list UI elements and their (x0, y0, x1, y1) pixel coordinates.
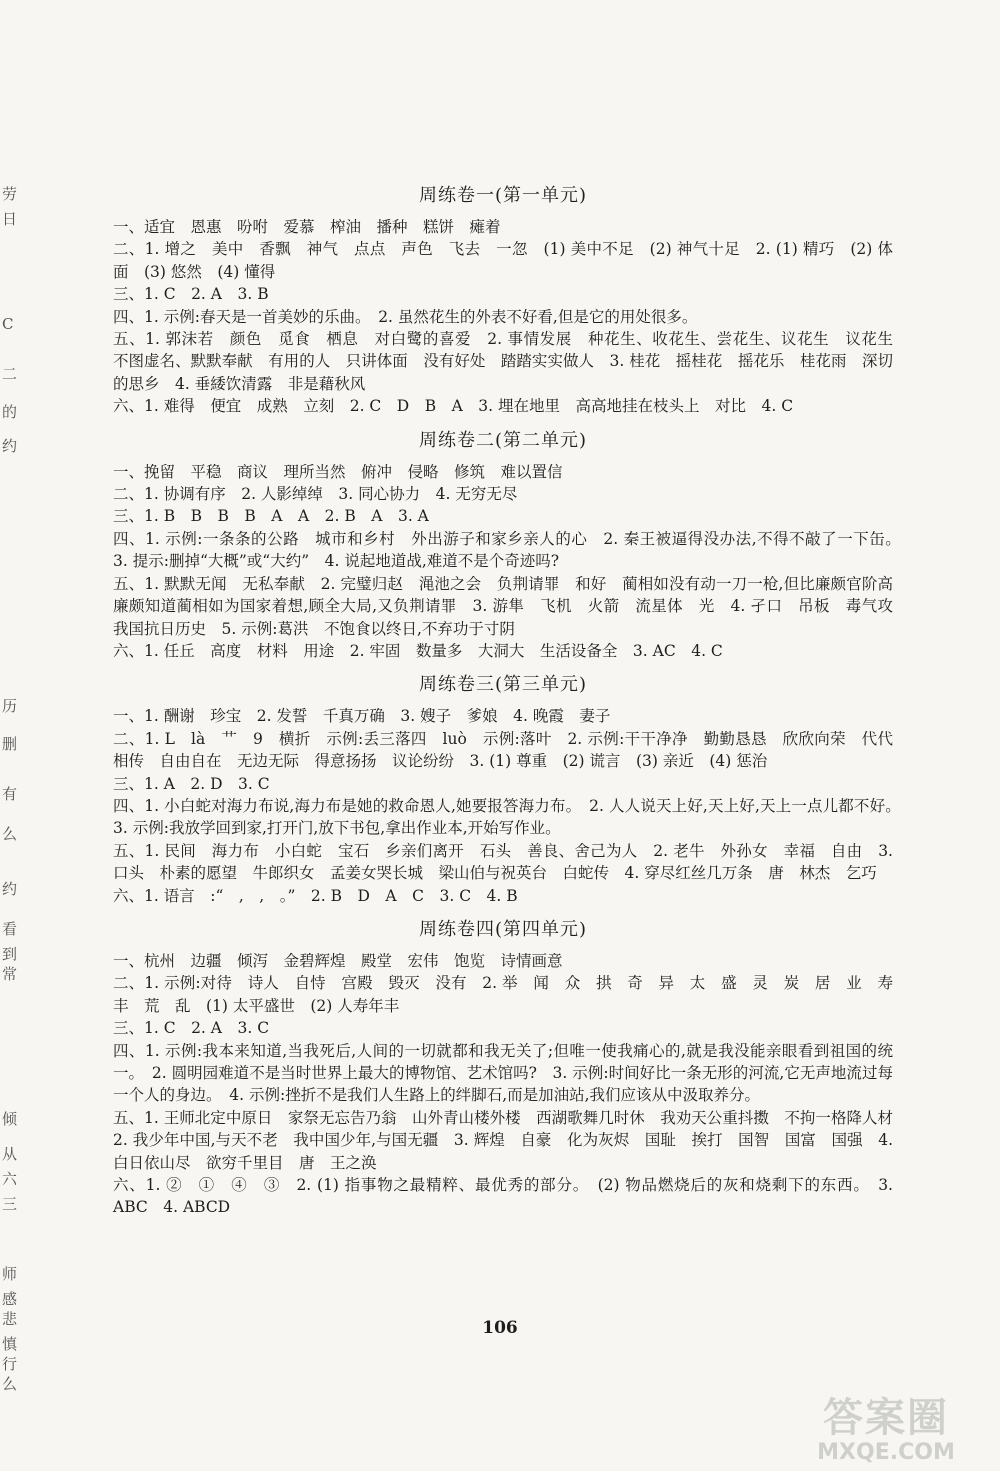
answer-item: 六、1. 任丘 高度 材料 用途 2. 牢固 数量多 大洞大 生活设备全 3. AC 4. C (113, 641, 723, 660)
answer-item: 一、1. 酬谢 珍宝 2. 发誓 千真万确 3. 嫂子 爹娘 4. 晚霞 妻子 (113, 707, 611, 726)
answer-item: 五、1. 默默无闻 无私奉献 2. 完璧归赵 渑池之会 负荆请罪 和好 蔺相如没有动一刀一枪,但比廉颇官阶高 廉颇知道蔺相如为国家着想,顾全大局,又负荆请罪 3. 游隼 飞机 火箭 流星体 光 4. 孑口 吊板 毒气攻 我国抗日历史 5. 示例:葛洪 不饱食以终日,不弃功于寸阴 (113, 574, 909, 638)
section-title: 周练卷三(第三单元) (418, 674, 588, 696)
edge-fragment: C (2, 315, 14, 333)
answer-item: 六、1. ② ① ④ ③ 2. (1) 指事物之最精粹、最优秀的部分。 (2) 物品燃烧后的灰和烧剩下的东西。 3. ABC 4. ABCD (113, 1176, 893, 1217)
edge-fragment: 劳 (2, 185, 18, 203)
edge-fragment: 日 (2, 210, 18, 228)
answer-item: 六、1. 语言 :“ , , 。” 2. B D A C 3. C 4. B (113, 886, 518, 905)
answer-item: 五、1. 郭沫若 颜色 觅食 栖息 对白鹭的喜爱 2. 事情发展 种花生、收花生、尝花生、议花生 议花生 不图虚名、默默奉献 有用的人 只讲体面 没有好处 踏踏实实做人 3. 桂花 摇桂花 摇花乐 桂花雨 深切的思乡 4. 垂緌饮清露 非是藉秋风 (113, 330, 909, 393)
edge-fragment: 二 (2, 365, 18, 383)
answer-item: 四、1. 示例:一条条的公路 城市和乡村 外出游子和家乡亲人的心 2. 秦王被逼得没办法,不得不敲了一下缶。 3. 提示:删掉“大概”或“大约” 4. 说起地道战,难道不是个奇迹吗? (113, 529, 909, 571)
answer-item: 二、1. 增之 美中 香飘 神气 点点 声色 飞去 一忽 (1) 美中不足 (2) 神气十足 2. (1) 精巧 (2) 体面 (3) 悠然 (4) 懂得 (113, 240, 893, 281)
page-number: 106 (482, 1318, 518, 1338)
answer-item: 四、1. 小白蛇对海力布说,海力布是她的救命恩人,她要报答海力布。 2. 人人说天上好,天上好,天上一点儿都不好。 3. 示例:我放学回到家,打开门,放下书包,拿出作业本,开始写作业。 (113, 796, 909, 838)
edge-fragment: 约 (2, 880, 18, 898)
edge-fragment: 慎 (2, 1335, 18, 1353)
edge-fragment: 有 (2, 785, 18, 803)
edge-fragment: 删 (2, 735, 18, 753)
answer-item: 二、1. 示例:对待 诗人 自恃 宫殿 毁灭 没有 2. 举 闻 众 拱 奇 异 太 盛 灵 炭 居 业 寿 丰 荒 乱 (1) 太平盛世 (2) 人寿年丰 (113, 974, 909, 1015)
answer-item: 三、1. C 2. A 3. C (113, 1019, 270, 1038)
answer-item: 四、1. 示例:春天是一首美妙的乐曲。 2. 虽然花生的外表不好看,但是它的用处很多。 (113, 307, 698, 326)
edge-fragment: 三 (2, 1195, 18, 1213)
edge-fragment: 六 (2, 1170, 18, 1188)
answer-item: 五、1. 民间 海力布 小白蛇 宝石 乡亲们离开 石头 善良、舍己为人 2. 老牛 外孙女 幸福 自由 3. 口头 朴素的愿望 牛郎织女 孟姜女哭长城 梁山伯与祝英台 白蛇传 4. 穿尽红丝几万条 唐 林杰 乞巧 (113, 841, 893, 883)
edge-fragment: 师 (2, 1265, 18, 1283)
section-week-4 (113, 916, 909, 1219)
section-week-1 (113, 182, 909, 418)
section-week-3 (113, 671, 909, 907)
edge-fragment: 悲 (2, 1310, 18, 1328)
section-title: 周练卷二(第二单元) (418, 429, 588, 451)
answer-item: 三、1. B B B B A A 2. B A 3. A (113, 507, 429, 526)
edge-fragment: 常 (2, 965, 18, 983)
answer-item: 二、1. L là 艹 9 横折 示例:丢三落四 luò 示例:落叶 2. 示例:干干净净 勤勤恳恳 欣欣向荣 代代相传 自由自在 无边无际 得意扬扬 议论纷纷 3. (1) 尊重 (2) 谎言 (3) 亲近 (4) 惩治 (113, 729, 893, 771)
edge-fragment: 的 (2, 403, 18, 421)
edge-fragment: 感 (2, 1290, 18, 1308)
answer-item: 六、1. 难得 便宜 成熟 立刻 2. C D B A 3. 埋在地里 高高地挂在枝头上 对比 4. C (113, 397, 794, 416)
watermark-logo (786, 1395, 986, 1471)
section-title: 周练卷一(第一单元) (418, 185, 588, 206)
left-page-edge (0, 175, 26, 1393)
edge-fragment: 么 (2, 825, 18, 843)
edge-fragment: 历 (2, 697, 18, 715)
edge-fragment: 从 (2, 1145, 18, 1163)
edge-fragment: 行 (2, 1355, 18, 1373)
edge-fragment: 倾 (2, 1110, 18, 1128)
section-title: 周练卷四(第四单元) (418, 918, 588, 940)
watermark-url: MXQE.COM (817, 1440, 955, 1465)
answer-item: 五、1. 王师北定中原日 家祭无忘告乃翁 山外青山楼外楼 西湖歌舞几时休 我劝天公重抖擞 不拘一格降人材 2. 我少年中国,与天不老 我中国少年,与国无疆 3. 辉煌 自豪 化为灰烬 国耻 挨打 国智 国富 国强 4. 白日依山尽 欲穷千里目 唐 王之涣 (113, 1108, 909, 1172)
watermark-text: 答案圈 (823, 1395, 949, 1441)
answer-item: 一、杭州 边疆 倾泻 金碧辉煌 殿堂 宏伟 饱览 诗情画意 (113, 951, 563, 970)
edge-fragment: 么 (2, 1375, 18, 1393)
answer-item: 四、1. 示例:我本来知道,当我死后,人间的一切就都和我无关了;但唯一使我痛心的,就是我没能亲眼看到祖国的统一。 2. 圆明园难道不是当时世界上最大的博物馆、艺术馆吗? 3. 示例:时间好比一条无形的河流,它无声地流过每一个人的身边。 4. 示例:挫折不是我们人生路上的绊脚石,而是加油站,我们应该从中汲取养分。 (113, 1041, 893, 1105)
answer-item: 三、1. A 2. D 3. C (113, 774, 270, 793)
edge-fragment: 到 (2, 945, 18, 963)
answer-item: 一、适宜 恩惠 吩咐 爱慕 榨油 播种 糕饼 瘫着 (113, 218, 501, 236)
answer-item: 三、1. C 2. A 3. B (113, 285, 269, 304)
answer-content (113, 180, 909, 1228)
section-week-2 (113, 427, 909, 663)
edge-fragment: 约 (2, 437, 18, 455)
answer-item: 二、1. 协调有序 2. 人影绰绰 3. 同心协力 4. 无穷无尽 (113, 485, 518, 504)
answer-item: 一、挽留 平稳 商议 理所当然 俯冲 侵略 修筑 难以置信 (113, 462, 563, 481)
edge-fragment: 看 (2, 920, 18, 938)
